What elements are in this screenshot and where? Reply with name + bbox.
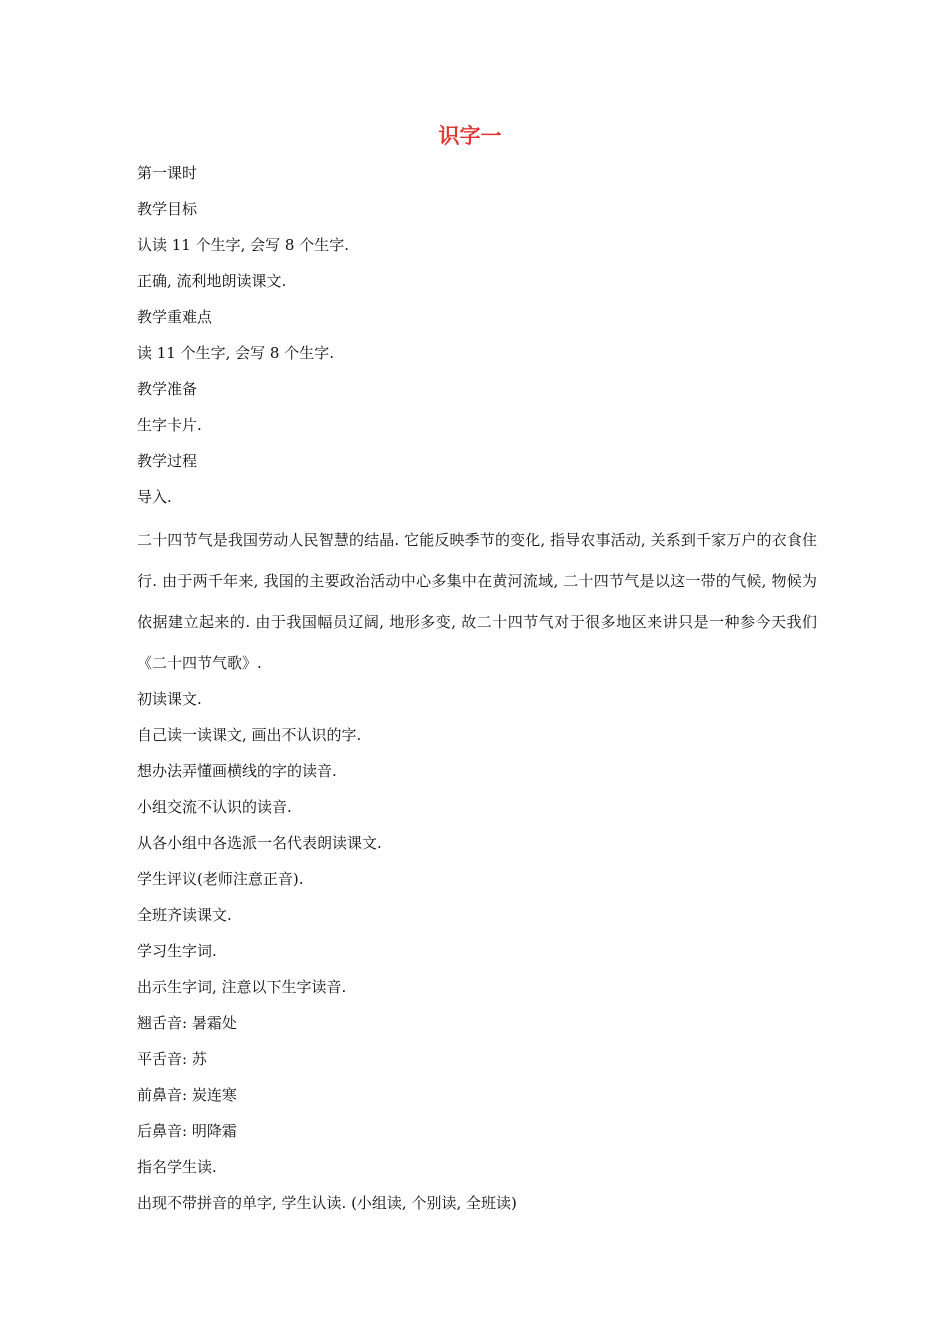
text-line: 第一课时	[137, 164, 198, 182]
text-line: 认读 11 个生字, 会写 8 个生字.	[137, 236, 350, 254]
document-title: 识字一	[438, 124, 502, 148]
text-line: 前鼻音: 炭连寒	[137, 1086, 237, 1104]
intro-paragraph: 二十四节气是我国劳动人民智慧的结晶. 它能反映季节的变化, 指导农事活动, 关系到千家万户的衣食住行. 由于两千年来, 我国的主要政治活动中心多集中在黄河流域, 二十四节气是以这一带的气候, 物候为依据建立起来的. 由于我国幅员辽阔, 地形多变, 故二十四节气对于很多地区来讲只是一种参今天我们《二十四节气歌》.	[137, 531, 817, 672]
text-line: 出现不带拼音的单字, 学生认读. (小组读, 个别读, 全班读)	[137, 1194, 517, 1212]
text-line: 教学目标	[137, 200, 198, 218]
text-line: 全班齐读课文.	[137, 906, 232, 924]
text-line: 平舌音: 苏	[137, 1050, 207, 1068]
text-line: 想办法弄懂画横线的字的读音.	[137, 762, 337, 780]
document-body	[137, 158, 817, 1224]
text-line: 指名学生读.	[137, 1158, 217, 1176]
text-line: 从各小组中各选派一名代表朗读课文.	[137, 834, 382, 852]
text-line: 生字卡片.	[137, 416, 202, 434]
text-line: 导入.	[137, 488, 172, 506]
text-line: 学习生字词.	[137, 942, 217, 960]
text-line: 翘舌音: 暑霜处	[137, 1014, 237, 1032]
text-line: 正确, 流利地朗读课文.	[137, 272, 287, 290]
text-line: 出示生字词, 注意以下生字读音.	[137, 978, 347, 996]
text-line: 教学准备	[137, 380, 198, 398]
text-line: 初读课文.	[137, 690, 202, 708]
text-line: 后鼻音: 明降霜	[137, 1122, 237, 1140]
text-line: 读 11 个生字, 会写 8 个生字.	[137, 344, 335, 362]
text-line: 教学重难点	[137, 308, 213, 326]
text-line: 小组交流不认识的读音.	[137, 798, 292, 816]
text-line: 学生评议(老师注意正音).	[137, 870, 304, 888]
text-line: 自己读一读课文, 画出不认识的字.	[137, 726, 362, 744]
text-line: 教学过程	[137, 452, 198, 470]
